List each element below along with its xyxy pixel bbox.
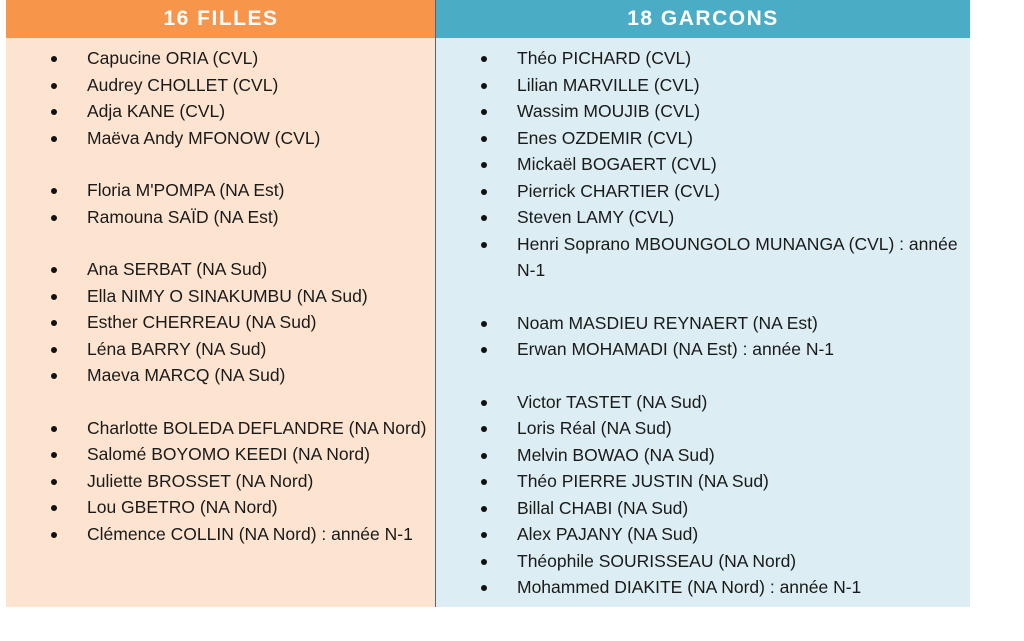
player-name: Ramouna SAÏD (NA Est) [87,206,279,227]
player-name: Billal CHABI (NA Sud) [517,497,689,518]
player-name: Lou GBETRO (NA Nord) [87,497,278,517]
list-item [6,98,436,125]
player-name: Ana SERBAT (NA Sud) [87,259,268,279]
player-name: Esther CHERREAU (NA Sud) [87,312,317,332]
filles-list [6,45,436,547]
bullet-icon [51,188,57,194]
player-name: Ella NIMY O SINAKUMBU (NA Sud) [87,285,368,306]
garcons-header: 18 GARCONS [436,0,970,38]
list-item [436,178,970,205]
list-item [436,45,970,72]
list-item [436,125,970,152]
group-spacer [6,389,436,415]
player-name: Juliette BROSSET (NA Nord) [87,470,314,491]
bullet-icon [481,506,487,512]
player-name: Wassim MOUJIB (CVL) [517,101,701,121]
bullet-icon [51,532,57,538]
bullet-icon [481,136,487,142]
bullet-icon [481,453,487,459]
list-item [6,125,436,152]
list-item [436,336,970,363]
player-name: Erwan MOHAMADI (NA Est) : année N-1 [517,339,835,359]
bullet-icon [51,267,57,273]
player-name: Théophile SOURISSEAU (NA Nord) [517,550,797,571]
list-item [436,204,970,231]
bullet-icon [51,320,57,326]
garcons-list [436,45,970,601]
bullet-icon [481,347,487,353]
list-item [6,362,436,389]
player-name: Mickaël BOGAERT (CVL) [517,154,717,174]
player-name: Capucine ORIA (CVL) [87,48,259,68]
filles-header: 16 FILLES [6,0,436,38]
list-item [436,72,970,99]
garcons-column [436,0,970,607]
list-item [6,45,436,72]
bullet-icon [51,56,57,62]
player-name: Henri Soprano MBOUNGOLO MUNANGA (CVL) : année N-1 [517,233,958,280]
player-name: Lilian MARVILLE (CVL) [517,74,700,95]
player-name: Clémence COLLIN (NA Nord) : année N-1 [87,523,413,544]
list-item [436,574,970,601]
list-item [436,495,970,522]
list-item [436,548,970,575]
bullet-icon [481,162,487,168]
list-item [436,521,970,548]
player-name: Enes OZDEMIR (CVL) [517,127,693,148]
list-item [6,521,436,548]
player-name: Steven LAMY (CVL) [517,207,675,227]
bullet-icon [481,585,487,591]
list-item [6,494,436,521]
bullet-icon [51,347,57,353]
bullet-icon [481,400,487,406]
bullet-icon [481,532,487,538]
list-item [436,310,970,337]
bullet-icon [51,83,57,89]
bullet-icon [51,479,57,485]
bullet-icon [51,505,57,511]
list-item [436,151,970,178]
player-name: Noam MASDIEU REYNAERT (NA Est) [517,312,818,333]
bullet-icon [481,189,487,195]
player-name: Léna BARRY (NA Sud) [87,338,267,359]
player-name: Salomé BOYOMO KEEDI (NA Nord) [87,444,370,464]
bullet-icon [481,56,487,62]
list-item [6,415,436,442]
bullet-icon [51,215,57,221]
player-name: Maëva Andy MFONOW (CVL) [87,127,321,148]
player-name: Loris Réal (NA Sud) [517,418,672,438]
list-item [6,309,436,336]
bullet-icon [51,373,57,379]
group-spacer [436,363,970,389]
list-item [436,442,970,469]
group-spacer [6,151,436,177]
column-divider [435,0,436,607]
list-item [6,468,436,495]
bullet-icon [51,109,57,115]
bullet-icon [51,136,57,142]
group-spacer [436,284,970,310]
list-item [6,283,436,310]
player-name: Alex PAJANY (NA Sud) [517,524,699,544]
roster-table [6,0,970,607]
list-item [6,177,436,204]
group-spacer [6,230,436,256]
list-item [6,204,436,231]
list-item [436,231,970,284]
player-name: Victor TASTET (NA Sud) [517,391,708,412]
player-name: Maeva MARCQ (NA Sud) [87,365,286,385]
player-name: Mohammed DIAKITE (NA Nord) : année N-1 [517,577,862,597]
player-name: Floria M'POMPA (NA Est) [87,180,285,200]
list-item [6,441,436,468]
player-name: Théo PICHARD (CVL) [517,48,692,68]
player-name: Audrey CHOLLET (CVL) [87,74,279,95]
bullet-icon [481,242,487,248]
list-item [436,468,970,495]
list-item [436,415,970,442]
list-item [6,256,436,283]
bullet-icon [481,83,487,89]
bullet-icon [481,321,487,327]
filles-column [6,0,436,607]
bullet-icon [481,215,487,221]
bullet-icon [51,452,57,458]
list-item [436,98,970,125]
player-name: Pierrick CHARTIER (CVL) [517,180,720,201]
player-name: Adja KANE (CVL) [87,101,226,121]
list-item [6,336,436,363]
bullet-icon [481,109,487,115]
list-item [6,72,436,99]
bullet-icon [51,294,57,300]
list-item [436,389,970,416]
bullet-icon [481,479,487,485]
bullet-icon [481,426,487,432]
player-name: Charlotte BOLEDA DEFLANDRE (NA Nord) [87,417,427,438]
player-name: Melvin BOWAO (NA Sud) [517,444,715,465]
player-name: Théo PIERRE JUSTIN (NA Sud) [517,471,769,491]
bullet-icon [481,559,487,565]
bullet-icon [51,426,57,432]
